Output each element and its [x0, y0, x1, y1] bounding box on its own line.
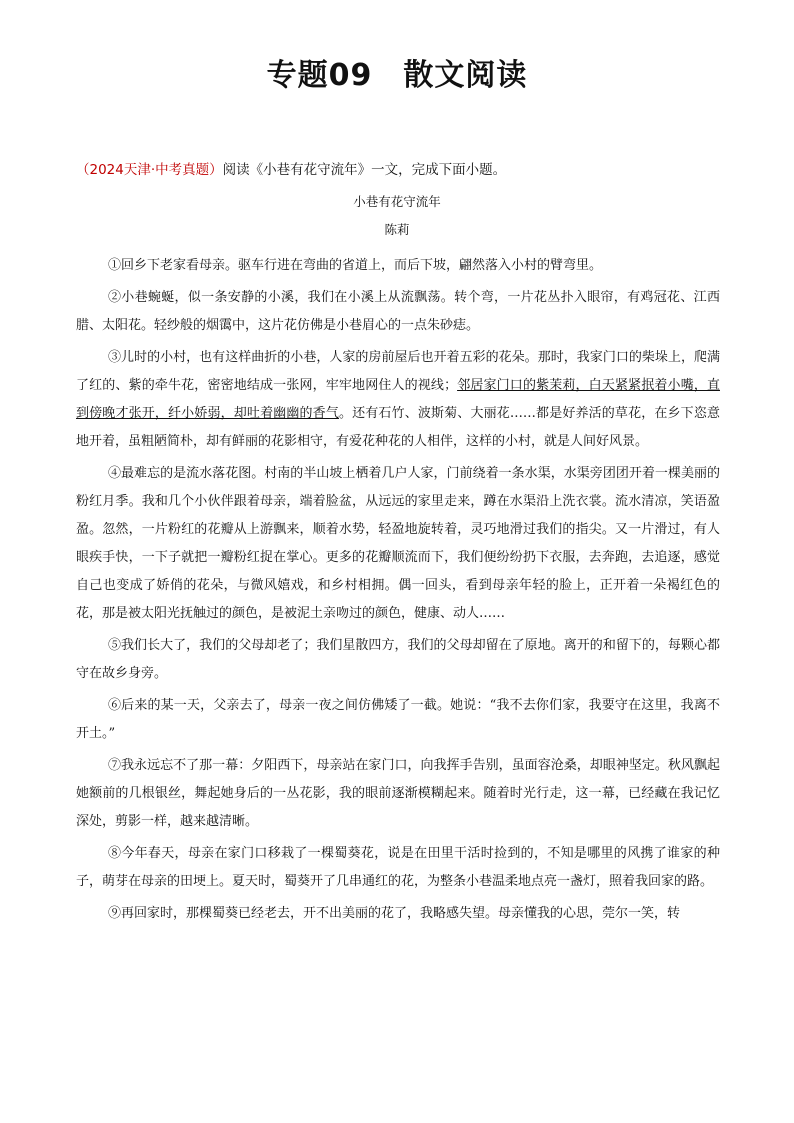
paragraph-3-start: ③儿时的小村，也有这样曲折的小巷，人家的房前屋后也开着五彩的花朵。那时，我家门口的柴垛上，爬满了红的、紫的牵牛花，密密地结成一张网，牢牢地网住人的视线；	[76, 350, 720, 393]
underlined-sentence: 邻居家门口的紫茉莉，白天紧紧抿着小嘴，直到傍晚才张开，纤小娇弱，却吐着幽幽的香气	[76, 378, 720, 421]
page-title: 专题09 散文阅读	[266, 58, 528, 93]
article-body	[76, 252, 720, 932]
question-intro	[76, 160, 726, 180]
paragraph-6: ⑥后来的某一天，父亲去了，母亲一夜之间仿佛矮了一截。她说：“我不去你们家，我要守在这里，我离不开土。”	[76, 698, 720, 741]
paragraph-9: ⑨再回家时，那棵蜀葵已经老去，开不出美丽的花了，我略感失望。母亲懂我的心思，莞尔一笑，转	[108, 906, 681, 921]
article-author: 陈莉	[384, 222, 410, 237]
paragraph-3-end: 。还有石竹、波斯菊、大丽花……都是好养活的草花，在乡下恣意地开着，虽粗陋简朴，却有鲜丽的花影相守，有爱花种花的人相伴，这样的小村，就是人间好风景。	[76, 406, 720, 449]
article-title: 小巷有花守流年	[353, 194, 441, 209]
paragraph-3	[76, 344, 720, 456]
paragraph-4: ④最难忘的是流水落花图。村南的半山坡上栖着几户人家，门前绕着一条水渠，水渠旁团团开着一棵美丽的粉红月季。我和几个小伙伴跟着母亲，端着脸盆，从远远的家里走来，蹲在水渠沿上洗衣裳。流水清凉，笑语盈盈。忽然，一片粉红的花瓣从上游飘来，顺着水势，轻盈地旋转着，灵巧地滑过我们的指尖。又一片滑过，有人眼疾手快，一下子就把一瓣粉红捉在掌心。更多的花瓣顺流而下，我们便纷纷扔下衣服，去奔跑，去追逐，感觉自己也变成了娇俏的花朵，与微风嬉戏，和乡村相拥。偶一回头，看到母亲年轻的脸上，正开着一朵褐红色的花，那是被太阳光抚触过的颜色，是被泥土亲吻过的颜色，健康、动人……	[76, 466, 720, 621]
question-source: （2024天津·中考真题）	[76, 162, 223, 178]
paragraph-2: ②小巷蜿蜒，似一条安静的小溪，我们在小溪上从流飘荡。转个弯，一片花丛扑入眼帘，有鸡冠花、江西腊、太阳花。轻纱般的烟霭中，这片花仿佛是小巷眉心的一点朱砂痣。	[76, 290, 720, 333]
paragraph-8: ⑧今年春天，母亲在家门口移栽了一棵蜀葵花，说是在田里干活时捡到的，不知是哪里的风携了谁家的种子，萌芽在母亲的田埂上。夏天时，蜀葵开了几串通红的花，为整条小巷温柔地点亮一盏灯，照着我回家的路。	[76, 846, 720, 889]
paragraph-7: ⑦我永远忘不了那一幕：夕阳西下，母亲站在家门口，向我挥手告别，虽面容沧桑，却眼神坚定。秋风飘起她额前的几根银丝，舞起她身后的一丛花影，我的眼前逐渐模糊起来。随着时光行走，这一幕，已经藏在我记忆深处，剪影一样，越来越清晰。	[76, 758, 720, 829]
question-instruction: 阅读《小巷有花守流年》一文，完成下面小题。	[222, 162, 507, 178]
paragraph-1: ①回乡下老家看母亲。驱车行进在弯曲的省道上，而后下坡，翩然落入小村的臂弯里。	[108, 258, 603, 273]
paragraph-5: ⑤我们长大了，我们的父母却老了；我们星散四方，我们的父母却留在了原地。离开的和留下的，每颗心都守在故乡身旁。	[76, 638, 720, 681]
